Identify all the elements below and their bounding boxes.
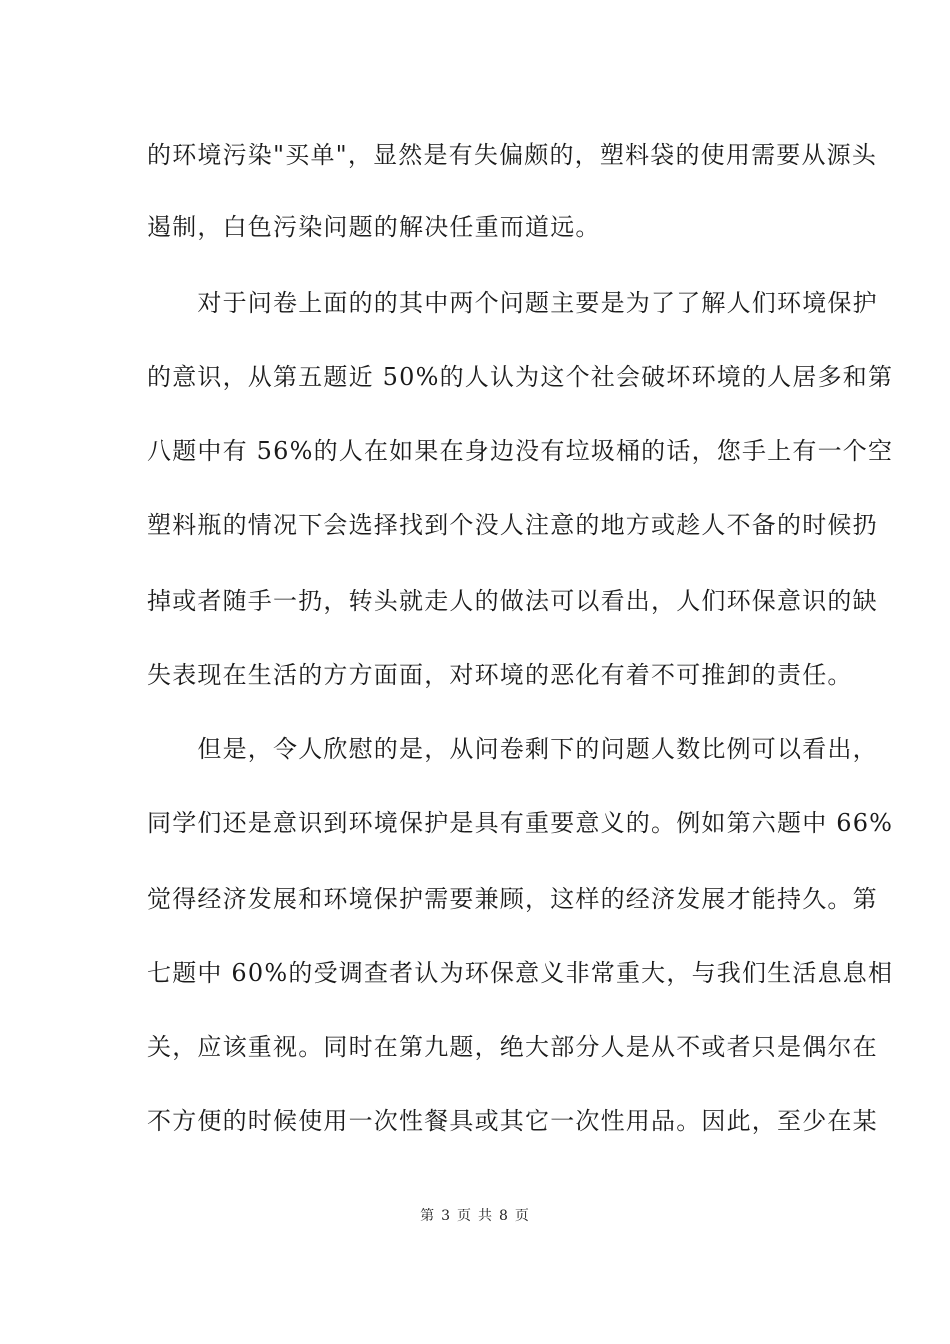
text-line: 不方便的时候使用一次性餐具或其它一次性用品。因此，至少在某: [147, 1107, 878, 1135]
text-line: 掉或者随手一扔，转头就走人的做法可以看出，人们环保意识的缺: [147, 587, 878, 615]
text-line: 塑料瓶的情况下会选择找到个没人注意的地方或趁人不备的时候扔: [147, 511, 878, 539]
text-line: 觉得经济发展和环境保护需要兼顾，这样的经济发展才能持久。第: [147, 885, 878, 913]
text-line: 的环境污染"买单"，显然是有失偏颇的，塑料袋的使用需要从源头: [147, 141, 878, 169]
text-line: 七题中 60%的受调查者认为环保意义非常重大，与我们生活息息相: [147, 959, 894, 987]
footer-total-pages: 8: [499, 1208, 509, 1224]
text-line: 关，应该重视。同时在第九题，绝大部分人是从不或者只是偶尔在: [147, 1033, 878, 1061]
text-line: 对于问卷上面的的其中两个问题主要是为了了解人们环境保护: [147, 289, 878, 317]
text-line: 但是，令人欣慰的是，从问卷剩下的问题人数比例可以看出，: [147, 735, 878, 763]
text-line: 遏制，白色污染问题的解决任重而道远。: [147, 213, 601, 241]
text-line: 八题中有 56%的人在如果在身边没有垃圾桶的话，您手上有一个空: [147, 437, 894, 465]
footer-label-ye: 页: [457, 1208, 472, 1224]
footer-current-page: 3: [441, 1208, 451, 1224]
text-line: 的意识，从第五题近 50%的人认为这个社会破坏环境的人居多和第: [147, 363, 894, 391]
page-footer: [0, 1206, 950, 1226]
text-line: 失表现在生活的方方面面，对环境的恶化有着不可推卸的责任。: [147, 661, 853, 689]
footer-label-gong: 共: [478, 1208, 493, 1224]
text-line: 同学们还是意识到环境保护是具有重要意义的。例如第六题中 66%: [147, 809, 894, 837]
footer-label-ye: 页: [514, 1208, 530, 1224]
footer-label-di: 第: [420, 1208, 436, 1224]
